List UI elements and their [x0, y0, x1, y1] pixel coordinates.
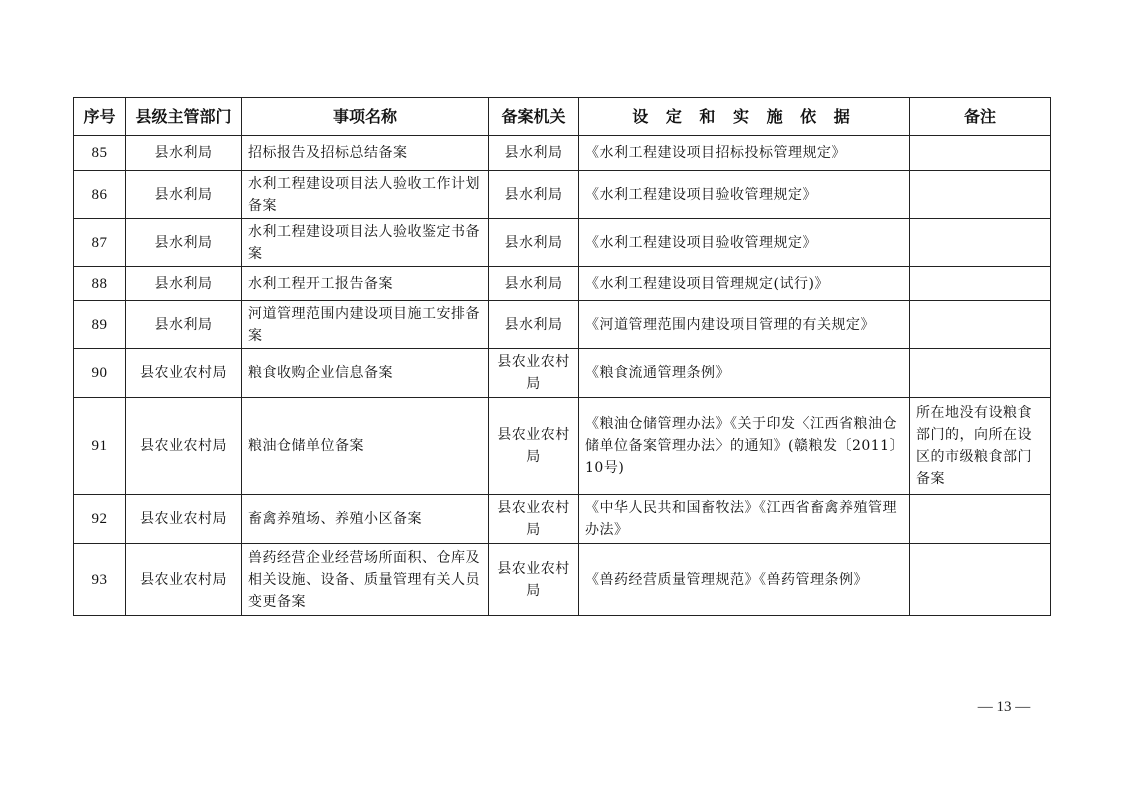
- cell-remarks: [910, 544, 1051, 616]
- header-legal-basis: 设 定 和 实 施 依 据: [579, 98, 910, 136]
- cell-item-name: 粮食收购企业信息备案: [242, 349, 489, 398]
- cell-legal-basis: 《兽药经营质量管理规范》《兽药管理条例》: [579, 544, 910, 616]
- cell-filing-authority: 县农业农村局: [489, 544, 579, 616]
- cell-item-name: 水利工程建设项目法人验收鉴定书备案: [242, 219, 489, 267]
- page-number: — 13 —: [977, 699, 1031, 715]
- cell-filing-authority: 县农业农村局: [489, 495, 579, 544]
- header-remarks: 备注: [910, 98, 1051, 136]
- cell-serial-number: 88: [74, 267, 126, 301]
- cell-legal-basis: 《粮油仓储管理办法》《关于印发〈江西省粮油仓储单位备案管理办法〉的通知》(赣粮发〔2011〕10号): [579, 398, 910, 495]
- cell-serial-number: 92: [74, 495, 126, 544]
- cell-department: 县水利局: [126, 219, 242, 267]
- table-row: [74, 219, 1051, 267]
- header-serial-number: 序号: [74, 98, 126, 136]
- cell-filing-authority: 县农业农村局: [489, 349, 579, 398]
- table-row: [74, 495, 1051, 544]
- header-item-name: 事项名称: [242, 98, 489, 136]
- table-row: [74, 544, 1051, 616]
- cell-legal-basis: 《水利工程建设项目管理规定(试行)》: [579, 267, 910, 301]
- cell-serial-number: 91: [74, 398, 126, 495]
- table-row: [74, 171, 1051, 219]
- cell-legal-basis: 《中华人民共和国畜牧法》《江西省畜禽养殖管理办法》: [579, 495, 910, 544]
- cell-remarks: [910, 267, 1051, 301]
- cell-department: 县水利局: [126, 136, 242, 171]
- cell-serial-number: 90: [74, 349, 126, 398]
- cell-filing-authority: 县水利局: [489, 171, 579, 219]
- cell-filing-authority: 县农业农村局: [489, 398, 579, 495]
- cell-serial-number: 87: [74, 219, 126, 267]
- cell-legal-basis: 《水利工程建设项目验收管理规定》: [579, 171, 910, 219]
- cell-department: 县农业农村局: [126, 349, 242, 398]
- cell-remarks: [910, 136, 1051, 171]
- cell-serial-number: 93: [74, 544, 126, 616]
- cell-filing-authority: 县水利局: [489, 267, 579, 301]
- cell-filing-authority: 县水利局: [489, 136, 579, 171]
- cell-filing-authority: 县水利局: [489, 219, 579, 267]
- cell-legal-basis: 《粮食流通管理条例》: [579, 349, 910, 398]
- table-row: [74, 349, 1051, 398]
- cell-remarks: [910, 349, 1051, 398]
- table-row: [74, 267, 1051, 301]
- cell-remarks: [910, 219, 1051, 267]
- cell-item-name: 招标报告及招标总结备案: [242, 136, 489, 171]
- cell-remarks: [910, 171, 1051, 219]
- cell-serial-number: 89: [74, 301, 126, 349]
- cell-item-name: 畜禽养殖场、养殖小区备案: [242, 495, 489, 544]
- cell-serial-number: 86: [74, 171, 126, 219]
- cell-remarks: [910, 301, 1051, 349]
- table-row: [74, 301, 1051, 349]
- cell-department: 县水利局: [126, 267, 242, 301]
- cell-legal-basis: 《河道管理范围内建设项目管理的有关规定》: [579, 301, 910, 349]
- cell-item-name: 水利工程建设项目法人验收工作计划备案: [242, 171, 489, 219]
- cell-item-name: 兽药经营企业经营场所面积、仓库及相关设施、设备、质量管理有关人员变更备案: [242, 544, 489, 616]
- cell-department: 县农业农村局: [126, 495, 242, 544]
- cell-item-name: 水利工程开工报告备案: [242, 267, 489, 301]
- cell-filing-authority: 县水利局: [489, 301, 579, 349]
- table-header-row: [74, 98, 1051, 136]
- header-filing-authority: 备案机关: [489, 98, 579, 136]
- cell-item-name: 河道管理范围内建设项目施工安排备案: [242, 301, 489, 349]
- filing-items-table: [73, 97, 1051, 616]
- cell-department: 县水利局: [126, 301, 242, 349]
- table-row: [74, 398, 1051, 495]
- table-row: [74, 136, 1051, 171]
- cell-remarks: 所在地没有设粮食部门的，向所在设区的市级粮食部门备案: [910, 398, 1051, 495]
- cell-serial-number: 85: [74, 136, 126, 171]
- header-department: 县级主管部门: [126, 98, 242, 136]
- cell-department: 县水利局: [126, 171, 242, 219]
- cell-legal-basis: 《水利工程建设项目验收管理规定》: [579, 219, 910, 267]
- cell-department: 县农业农村局: [126, 398, 242, 495]
- cell-remarks: [910, 495, 1051, 544]
- cell-item-name: 粮油仓储单位备案: [242, 398, 489, 495]
- cell-department: 县农业农村局: [126, 544, 242, 616]
- cell-legal-basis: 《水利工程建设项目招标投标管理规定》: [579, 136, 910, 171]
